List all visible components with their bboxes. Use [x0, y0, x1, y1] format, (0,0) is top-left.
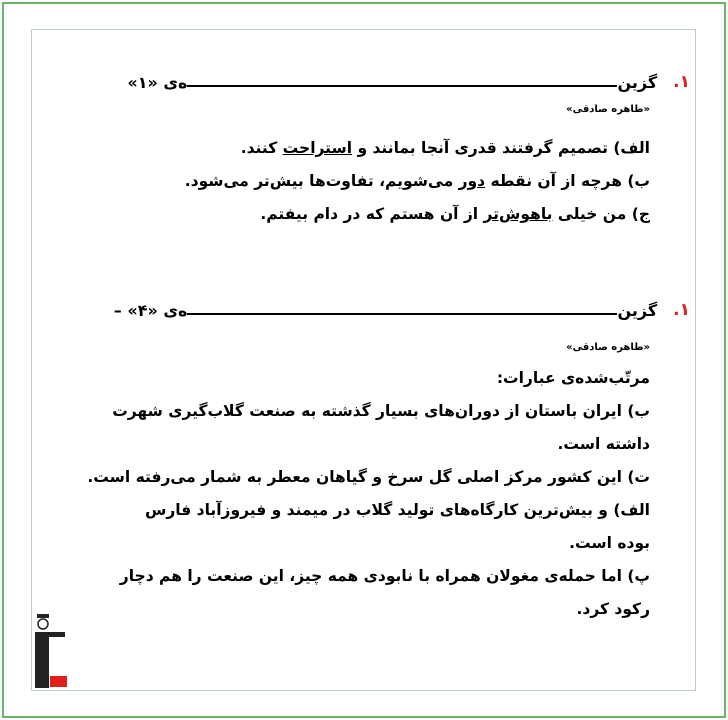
- q2-title-rule: [187, 313, 617, 315]
- q2-line: رکود کرد.: [576, 600, 650, 618]
- text: ب) هرچه از آن نقطه: [485, 172, 650, 190]
- q1-author: «طاهره صادقی»: [566, 104, 650, 115]
- q1-line-2: [185, 165, 650, 198]
- q2-line: ت) این کشور مرکز اصلی گل سرخ و گیاهان معطر به شمار می‌رفته است.: [87, 468, 650, 486]
- q2-line: الف) و بیش‌ترین کارگاه‌های تولید گلاب در میمند و فیروزآباد فارس: [144, 501, 650, 519]
- kanoon-logo: [33, 612, 67, 688]
- q2-line: داشته است.: [557, 435, 650, 453]
- q1-title-start: گزین: [617, 72, 658, 92]
- q1-title-rule: [187, 85, 617, 87]
- q2-line: بوده است.: [569, 534, 650, 552]
- text: الف) تصمیم گرفتند قدری آنجا بمانند و: [352, 139, 650, 157]
- q2-line: پ) اما حمله‌ی مغولان همراه با نابودی همه چیز، این صنعت را هم دچار: [119, 567, 650, 585]
- underlined-word: باهوش‌تر: [483, 205, 553, 223]
- q1-title-end: ه‌ی «۱»: [127, 72, 188, 92]
- q2-answer: [87, 362, 650, 626]
- underlined-word: دور: [458, 172, 486, 190]
- text: ج) من خیلی: [552, 205, 650, 223]
- q1-answer: [185, 132, 650, 231]
- text: از آن هستم که در دام بیفتم.: [260, 205, 484, 223]
- underlined-word: استراحت: [282, 139, 353, 157]
- q1-number: ۱.: [673, 72, 690, 92]
- q2-author: «طاهره صادقی»: [566, 342, 650, 353]
- q2-line: ب) ایران باستان از دوران‌های بسیار گذشته به صنعت گلاب‌گیری شهرت: [112, 402, 650, 420]
- q2-title-start: گزین: [617, 300, 658, 320]
- text: کنند.: [240, 139, 283, 157]
- q2-number: ۱.: [673, 300, 690, 320]
- q2-heading: [114, 298, 690, 322]
- text: می‌شویم، تفاوت‌ها بیش‌تر می‌شود.: [184, 172, 459, 190]
- q1-line-3: [185, 198, 650, 231]
- q2-line: مرتّب‌شده‌ی عبارات:: [496, 369, 650, 387]
- q1-line-1: [185, 132, 650, 165]
- q1-heading: [127, 70, 690, 94]
- q2-title-end: ه‌ی «۴» –: [113, 300, 188, 320]
